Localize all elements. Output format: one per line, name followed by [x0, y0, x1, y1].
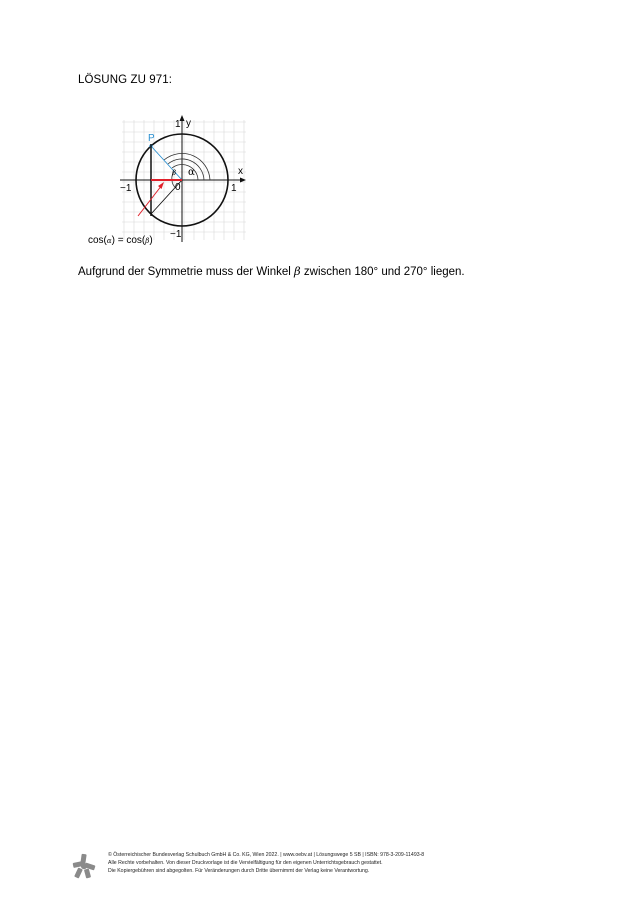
footer [72, 851, 592, 881]
footer-line-3: Die Kopiergebühren sind abgegolten. Für Veränderungen durch Dritte übernimmt der Verlag keine Verantwortung. [108, 868, 370, 874]
cosine-caption: cos(α) = cos(β) [88, 235, 153, 246]
footer-copyright [108, 851, 424, 875]
unit-circle-figure [84, 112, 254, 252]
publisher-logo-icon [72, 853, 96, 879]
origin-label: 0 [175, 182, 181, 193]
tick-bottom-label: −1 [170, 229, 182, 240]
tick-top-label: 1 [175, 119, 181, 130]
alpha-label: α [188, 167, 195, 178]
radius-to-P [151, 146, 182, 180]
point-P-label: P [148, 133, 155, 144]
axis-x-label: x [238, 166, 243, 177]
footer-line-2: Alle Rechte vorbehalten. Von dieser Druckvorlage ist die Vervielfältigung für den eigenen Unterrichtsgebrauch gestattet. [108, 860, 383, 866]
angle-variable: β [294, 264, 301, 278]
explanation-text: Aufgrund der Symmetrie muss der Winkel β zwischen 180° und 270° liegen. [78, 264, 465, 278]
page-heading: LÖSUNG ZU 971: [78, 74, 173, 86]
footer-line-1: © Österreichischer Bundesverlag Schulbuch GmbH & Co. KG, Wien 2022. | www.oebv.at | Lösungswege 5 SB | ISBN: 978-3-209-11493-8 [108, 852, 425, 858]
tick-right-label: 1 [231, 183, 237, 194]
beta-label: β [172, 169, 177, 177]
pointer-arrowhead [158, 182, 164, 189]
axis-y-label: y [186, 118, 191, 129]
tick-left-label: −1 [120, 183, 132, 194]
